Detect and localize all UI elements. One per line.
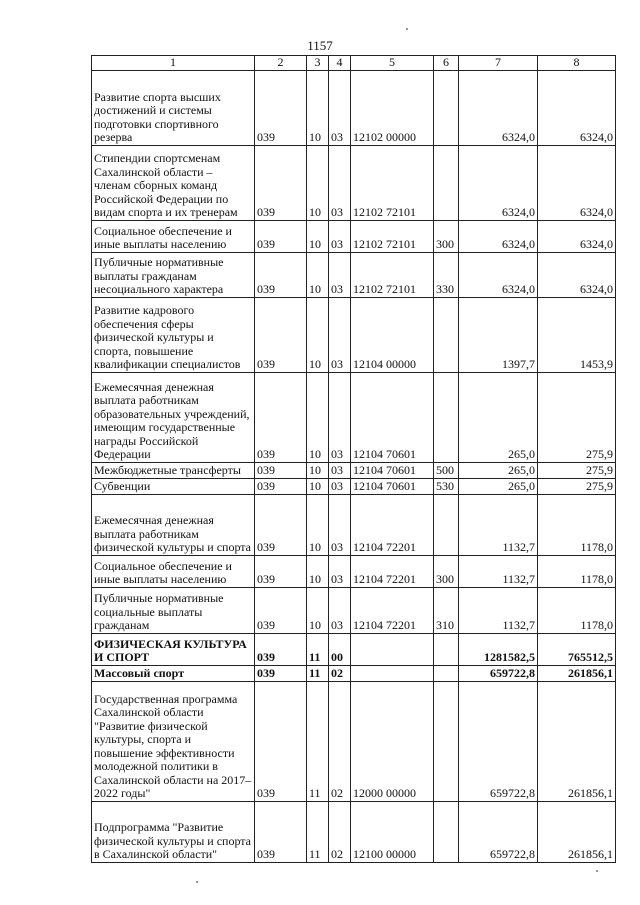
row-target-article-cell: 12100 00000 [351,801,434,862]
table-row [92,555,616,587]
row-subsection-cell: 03 [329,372,351,462]
scan-speck [196,881,198,883]
row-subsection-cell: 03 [329,252,351,297]
row-target-article-cell: 12102 72101 [351,220,434,252]
row-name-cell: Развитие спорта высших достижений и системы подготовки спортивного резерва [92,70,255,145]
row-subsection-cell: 03 [329,494,351,555]
row-target-article-cell [351,665,434,681]
row-ministry-code-cell: 039 [255,494,307,555]
row-expense-type-cell: 330 [434,252,459,297]
table-row [92,252,616,297]
row-amount-col7-cell: 6324,0 [459,70,538,145]
row-ministry-code-cell: 039 [255,555,307,587]
row-name-cell: Социальное обеспечение и иные выплаты населению [92,555,255,587]
table-row [92,665,616,681]
row-name-cell: Стипендии спортсменам Сахалинской области – членам сборных команд Российской Федерации по видам спорта и их тренерам [92,145,255,220]
row-ministry-code-cell: 039 [255,252,307,297]
row-target-article-cell: 12104 00000 [351,297,434,372]
row-ministry-code-cell: 039 [255,372,307,462]
row-amount-col8-cell: 6324,0 [538,252,616,297]
row-subsection-cell: 03 [329,297,351,372]
row-amount-col7-cell: 1132,7 [459,587,538,633]
row-amount-col8-cell: 6324,0 [538,70,616,145]
row-section-cell: 10 [307,252,329,297]
row-ministry-code-cell: 039 [255,297,307,372]
row-expense-type-cell [434,297,459,372]
row-section-cell: 11 [307,681,329,801]
row-section-cell: 10 [307,145,329,220]
row-ministry-code-cell: 039 [255,681,307,801]
row-name-cell: Подпрограмма "Развитие физической культуры и спорта в Сахалинской области" [92,801,255,862]
row-target-article-cell [351,633,434,665]
row-target-article-cell: 12000 00000 [351,681,434,801]
row-name-cell: Межбюджетные трансферты [92,462,255,478]
row-expense-type-cell: 500 [434,462,459,478]
row-subsection-cell: 03 [329,555,351,587]
row-expense-type-cell [434,633,459,665]
row-amount-col7-cell: 6324,0 [459,145,538,220]
row-amount-col8-cell: 1178,0 [538,587,616,633]
row-amount-col8-cell: 765512,5 [538,633,616,665]
row-ministry-code-cell: 039 [255,220,307,252]
row-target-article-cell: 12102 72101 [351,252,434,297]
scan-speck [596,870,598,872]
row-amount-col7-cell: 1397,7 [459,297,538,372]
row-target-article-cell: 12104 70601 [351,372,434,462]
scan-speck [406,28,408,30]
column-header: 3 [307,56,329,71]
table-body [92,70,616,862]
row-subsection-cell: 03 [329,587,351,633]
budget-table [91,55,616,863]
table-row [92,462,616,478]
row-section-cell: 11 [307,633,329,665]
row-name-cell: Развитие кадрового обеспечения сферы физической культуры и спорта, повышение квалификации специалистов [92,297,255,372]
page-number: 1157 [307,38,333,53]
row-amount-col8-cell: 275,9 [538,372,616,462]
row-amount-col8-cell: 6324,0 [538,220,616,252]
row-target-article-cell: 12104 72201 [351,587,434,633]
row-ministry-code-cell: 039 [255,665,307,681]
row-expense-type-cell [434,681,459,801]
table-row [92,297,616,372]
row-amount-col8-cell: 261856,1 [538,665,616,681]
row-amount-col7-cell: 659722,8 [459,681,538,801]
row-amount-col7-cell: 1281582,5 [459,633,538,665]
row-amount-col7-cell: 6324,0 [459,220,538,252]
row-subsection-cell: 02 [329,801,351,862]
row-subsection-cell: 02 [329,681,351,801]
row-section-cell: 10 [307,70,329,145]
row-amount-col8-cell: 1178,0 [538,555,616,587]
row-subsection-cell: 02 [329,665,351,681]
row-name-cell: Социальное обеспечение и иные выплаты населению [92,220,255,252]
row-name-cell: Субвенции [92,478,255,494]
row-target-article-cell: 12104 72201 [351,555,434,587]
column-header: 6 [434,56,459,71]
column-header: 7 [459,56,538,71]
column-header: 2 [255,56,307,71]
row-ministry-code-cell: 039 [255,633,307,665]
row-amount-col8-cell: 6324,0 [538,145,616,220]
row-amount-col8-cell: 261856,1 [538,681,616,801]
row-section-cell: 11 [307,801,329,862]
row-ministry-code-cell: 039 [255,478,307,494]
table-row [92,145,616,220]
table-row [92,587,616,633]
row-name-cell: Публичные нормативные социальные выплаты гражданам [92,587,255,633]
table-row [92,372,616,462]
table-row [92,801,616,862]
row-subsection-cell: 03 [329,220,351,252]
row-subsection-cell: 00 [329,633,351,665]
row-section-cell: 10 [307,297,329,372]
row-ministry-code-cell: 039 [255,462,307,478]
table-row [92,681,616,801]
row-expense-type-cell: 300 [434,220,459,252]
row-name-cell: Публичные нормативные выплаты гражданам несоциального характера [92,252,255,297]
table-row [92,70,616,145]
row-expense-type-cell [434,372,459,462]
table-row [92,220,616,252]
row-expense-type-cell [434,665,459,681]
row-section-cell: 11 [307,665,329,681]
row-expense-type-cell: 530 [434,478,459,494]
row-section-cell: 10 [307,494,329,555]
row-expense-type-cell: 300 [434,555,459,587]
row-section-cell: 10 [307,478,329,494]
row-name-cell: Государственная программа Сахалинской области "Развитие физической культуры, спорта и повышение эффективности молодежной политики в Сахалинской области на 2017–2022 годы" [92,681,255,801]
row-section-cell: 10 [307,587,329,633]
row-target-article-cell: 12104 70601 [351,462,434,478]
row-expense-type-cell [434,145,459,220]
row-amount-col8-cell: 275,9 [538,462,616,478]
row-amount-col7-cell: 1132,7 [459,555,538,587]
row-target-article-cell: 12104 70601 [351,478,434,494]
row-name-cell: Ежемесячная денежная выплата работникам образовательных учреждений, имеющим государственные награды Российской Федерации [92,372,255,462]
row-ministry-code-cell: 039 [255,145,307,220]
row-name-cell: ФИЗИЧЕСКАЯ КУЛЬТУРА И СПОРТ [92,633,255,665]
row-amount-col7-cell: 659722,8 [459,801,538,862]
row-name-cell: Массовый спорт [92,665,255,681]
row-section-cell: 10 [307,555,329,587]
row-expense-type-cell [434,494,459,555]
row-amount-col8-cell: 261856,1 [538,801,616,862]
row-amount-col7-cell: 265,0 [459,462,538,478]
table-row [92,478,616,494]
row-expense-type-cell [434,70,459,145]
row-amount-col8-cell: 275,9 [538,478,616,494]
column-header: 1 [92,56,255,71]
row-subsection-cell: 03 [329,145,351,220]
row-target-article-cell: 12102 72101 [351,145,434,220]
row-amount-col8-cell: 1178,0 [538,494,616,555]
row-amount-col8-cell: 1453,9 [538,297,616,372]
row-amount-col7-cell: 265,0 [459,478,538,494]
row-ministry-code-cell: 039 [255,70,307,145]
row-subsection-cell: 03 [329,462,351,478]
row-expense-type-cell: 310 [434,587,459,633]
row-section-cell: 10 [307,372,329,462]
row-amount-col7-cell: 265,0 [459,372,538,462]
row-expense-type-cell [434,801,459,862]
row-amount-col7-cell: 1132,7 [459,494,538,555]
column-header: 4 [329,56,351,71]
row-ministry-code-cell: 039 [255,587,307,633]
row-target-article-cell: 12102 00000 [351,70,434,145]
table-header-row [92,56,616,71]
column-header: 8 [538,56,616,71]
column-header: 5 [351,56,434,71]
row-subsection-cell: 03 [329,70,351,145]
row-section-cell: 10 [307,462,329,478]
row-subsection-cell: 03 [329,478,351,494]
row-amount-col7-cell: 6324,0 [459,252,538,297]
table-row [92,494,616,555]
table-row [92,633,616,665]
row-target-article-cell: 12104 72201 [351,494,434,555]
row-amount-col7-cell: 659722,8 [459,665,538,681]
row-ministry-code-cell: 039 [255,801,307,862]
row-name-cell: Ежемесячная денежная выплата работникам физической культуры и спорта [92,494,255,555]
row-section-cell: 10 [307,220,329,252]
